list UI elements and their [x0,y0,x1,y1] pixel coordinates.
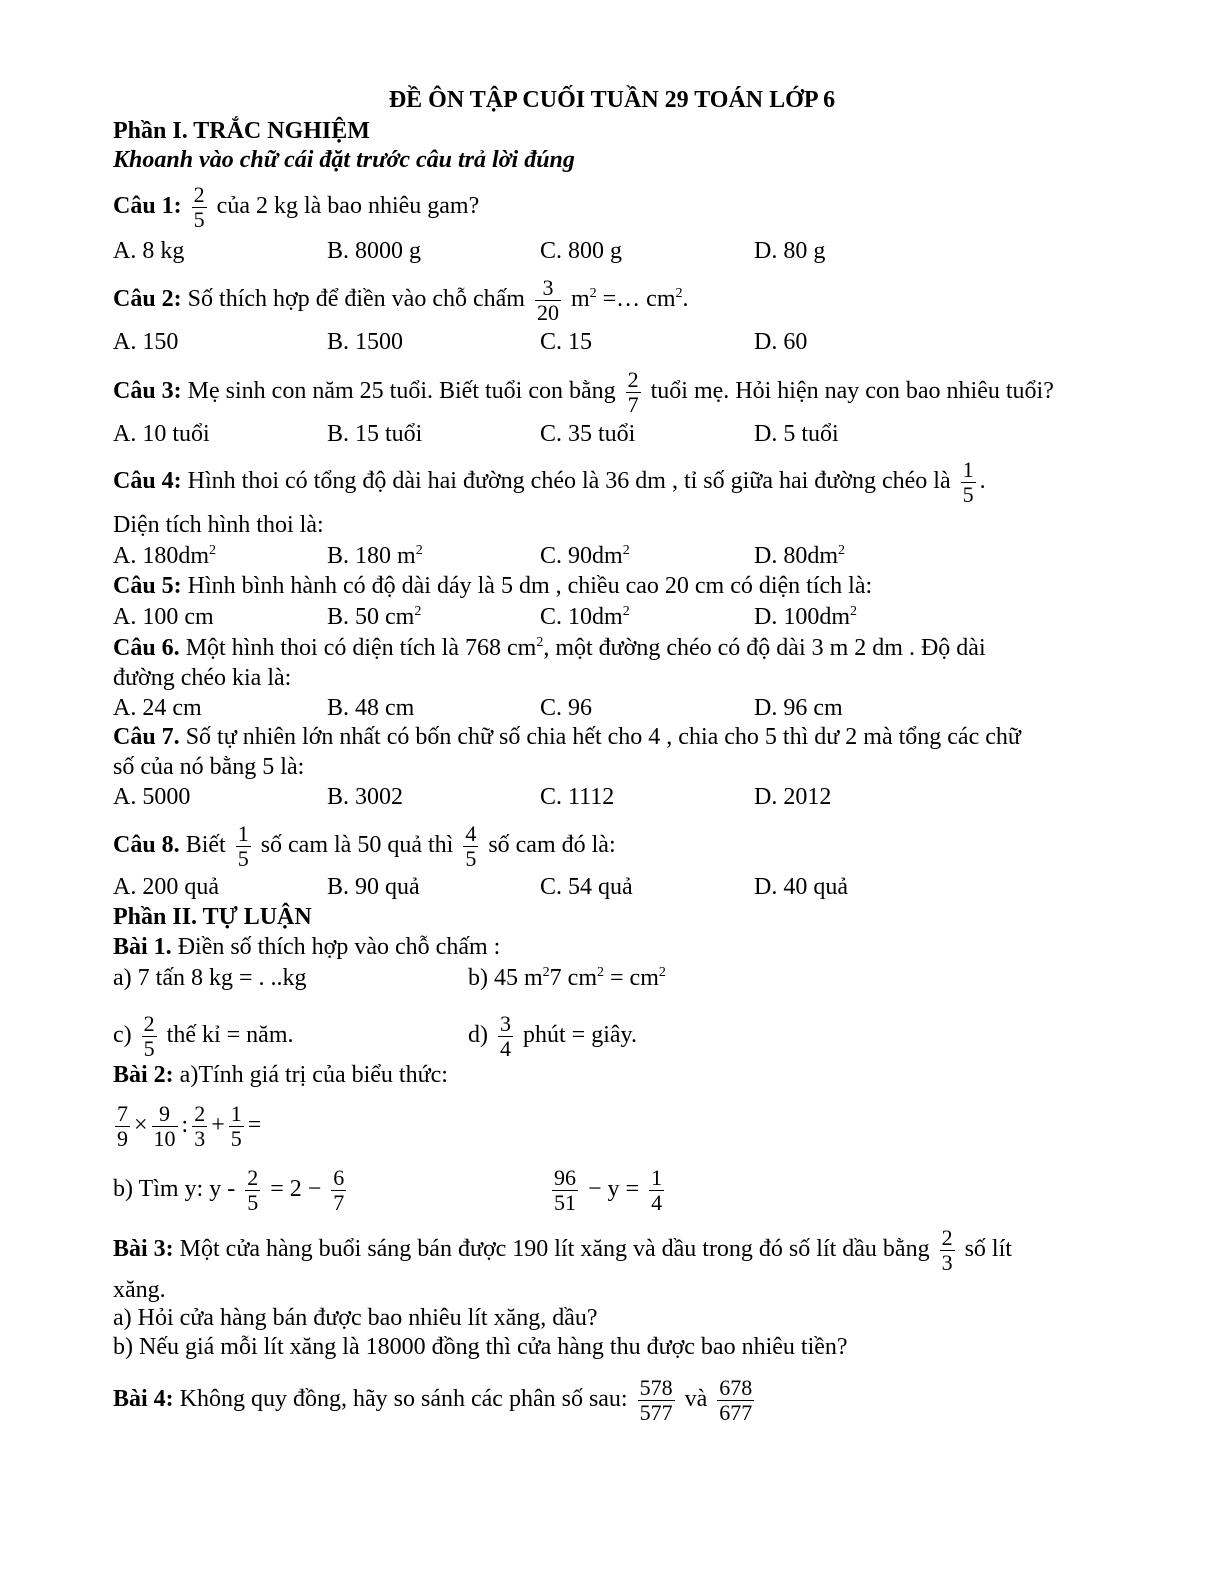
q7-option-a[interactable]: A. 5000 [113,784,191,810]
fraction: $\frac{2}{3}$ [941,1225,953,1275]
fraction: $\frac{96}{51}$ [554,1165,576,1215]
q7-line2: số của nó bằng 5 là: [113,754,305,780]
exercise-3: Bài 3: Một cửa hàng buổi sáng bán được 190 lít xăng và dầu trong đó số lít dầu bằng $\frac{2}{3}$ số lít [113,1225,1012,1275]
q4-option-a[interactable]: A. $180dm^2$ [113,543,216,569]
q1-option-b[interactable]: B. 8000 g [327,238,422,264]
q5-option-d[interactable]: D. $100dm^2$ [754,604,857,630]
question-4: Câu 4: Hình thoi có tổng độ dài hai đường chéo là 36 dm , tỉ số giữa hai đường chéo là $\frac{1}{5}$ . [113,457,986,507]
q2-option-d[interactable]: D. 60 [754,329,808,355]
q7-option-c[interactable]: C. 1112 [540,784,615,810]
fraction: $\frac{1}{5}$ [237,821,249,871]
q5-option-c[interactable]: C. $10dm^2$ [540,604,630,630]
b1-part-d: d) $\frac{3}{4}$ phút = giây. [468,1011,637,1061]
b3-part-b: b) Nếu giá mỗi lít xăng là 18000 đồng thì cửa hàng thu được bao nhiêu tiền? [113,1334,848,1360]
q3-option-b[interactable]: B. 15 tuổi [327,421,423,447]
q2-option-b[interactable]: B. 1500 [327,329,404,355]
q7-option-d[interactable]: D. 2012 [754,784,832,810]
q1-option-a[interactable]: A. 8 kg [113,238,185,264]
b3-part-a: a) Hỏi cửa hàng bán được bao nhiêu lít xăng, dầu? [113,1305,598,1331]
part2-heading: Phần II. TỰ LUẬN [113,904,312,930]
fraction: $\frac{2}{7}$ [627,367,639,417]
b2-expression: $\frac{7}{9}$ × $\frac{9}{10}$ : $\frac{2}{3}$ + $\frac{1}{5}$ = [117,1101,262,1151]
question-8: Câu 8. Biết $\frac{1}{5}$ số cam là 50 quả thì $\frac{4}{5}$ số cam đó là: [113,821,616,871]
b1-part-b: b) 45 $m^27$ $cm^2 = cm^2$ [468,965,666,991]
b1-part-c: c) $\frac{2}{5}$ thế kỉ = năm. [113,1011,294,1061]
fraction: $\frac{2}{5}$ [247,1165,259,1215]
q6-option-d[interactable]: D. 96 cm [754,695,843,721]
b3-line2: xăng. [113,1277,166,1303]
fraction: $\frac{678}{677}$ [719,1375,753,1425]
exercise-2: Bài 2: a)Tính giá trị của biểu thức: [113,1062,448,1088]
fraction: $\frac{7}{9}$ [117,1101,128,1151]
part1-heading: Phần I. TRẮC NGHIỆM [113,118,370,144]
fraction: $\frac{6}{7}$ [333,1165,345,1215]
question-5: Câu 5: Hình bình hành có độ dài dáy là 5 dm , chiều cao 20 cm có diện tích là: [113,573,873,599]
page-title: ĐỀ ÔN TẬP CUỐI TUẦN 29 TOÁN LỚP 6 [388,87,836,113]
question-6: Câu 6. Một hình thoi có diện tích là 768 $cm^2$, một đường chéo có độ dài 3 m 2 dm . Độ dài [113,635,986,661]
part1-instruction: Khoanh vào chữ cái đặt trước câu trả lời đúng [113,147,575,173]
q5-option-a[interactable]: A. 100 cm [113,604,214,630]
fraction: $\frac{3}{20}$ [536,275,559,325]
question-3: Câu 3: Mẹ sinh con năm 25 tuổi. Biết tuổi con bằng $\frac{2}{7}$ tuổi mẹ. Hỏi hiện nay con bao nhiêu tuổi? [113,367,1054,417]
q6-option-a[interactable]: A. 24 cm [113,695,202,721]
fraction: $\frac{9}{10}$ [153,1101,176,1151]
q2-option-c[interactable]: C. 15 [540,329,593,355]
fraction: $\frac{1}{5}$ [230,1101,242,1151]
q7-option-b[interactable]: B. 3002 [327,784,404,810]
b2-part-b: b) Tìm y: y - $\frac{2}{5}$ = 2 − $\frac{6}{7}$ [113,1165,345,1215]
q3-option-a[interactable]: A. 10 tuổi [113,421,210,447]
b2-part-c: $\frac{96}{51}$ − y = $\frac{1}{4}$ [554,1165,663,1215]
q2-option-a[interactable]: A. 150 [113,329,179,355]
q5-option-b[interactable]: B. 50 $cm^2$ [327,604,422,630]
q6-option-b[interactable]: B. 48 cm [327,695,415,721]
question-2: Câu 2: Số thích hợp để điền vào chỗ chấm $\frac{3}{20}$ $m^2$ =… $cm^2$. [113,275,689,325]
q8-option-a[interactable]: A. 200 quả [113,874,219,900]
fraction: $\frac{1}{5}$ [962,457,974,507]
fraction: $\frac{2}{3}$ [194,1101,206,1151]
q4-option-c[interactable]: C. $90dm^2$ [540,543,630,569]
question-7: Câu 7. Số tự nhiên lớn nhất có bốn chữ số chia hết cho 4 , chia cho 5 thì dư 2 mà tổng các chữ [113,724,1021,750]
b1-part-a: a) 7 tấn 8 kg = . ..kg [113,965,307,991]
fraction: $\frac{3}{4}$ [500,1011,511,1061]
exercise-4: Bài 4: Không quy đồng, hãy so sánh các phân số sau: $\frac{578}{577}$ và $\frac{678}{677}$ [113,1375,753,1425]
q8-option-d[interactable]: D. 40 quả [754,874,848,900]
fraction: $\frac{1}{4}$ [651,1165,663,1215]
question-1: Câu 1: $\frac{2}{5}$ của 2 kg là bao nhiêu gam? [113,182,480,232]
q4-option-b[interactable]: B. 180 $m^2$ [327,543,423,569]
q8-option-c[interactable]: C. 54 quả [540,874,633,900]
q1-option-d[interactable]: D. 80 g [754,238,826,264]
q3-option-c[interactable]: C. 35 tuổi [540,421,636,447]
fraction: $\frac{578}{577}$ [639,1375,673,1425]
q1-option-c[interactable]: C. 800 g [540,238,623,264]
q3-option-d[interactable]: D. 5 tuổi [754,421,839,447]
fraction: $\frac{4}{5}$ [465,821,477,871]
exercise-1: Bài 1. Điền số thích hợp vào chỗ chấm : [113,934,501,960]
q6-option-c[interactable]: C. 96 [540,695,593,721]
q4-line2: Diện tích hình thoi là: [113,512,324,538]
fraction: $\frac{2}{5}$ [193,182,205,232]
fraction: $\frac{2}{5}$ [143,1011,155,1061]
q6-line2: đường chéo kia là: [113,665,292,691]
q4-option-d[interactable]: D. $80dm^2$ [754,543,845,569]
q8-option-b[interactable]: B. 90 quả [327,874,420,900]
